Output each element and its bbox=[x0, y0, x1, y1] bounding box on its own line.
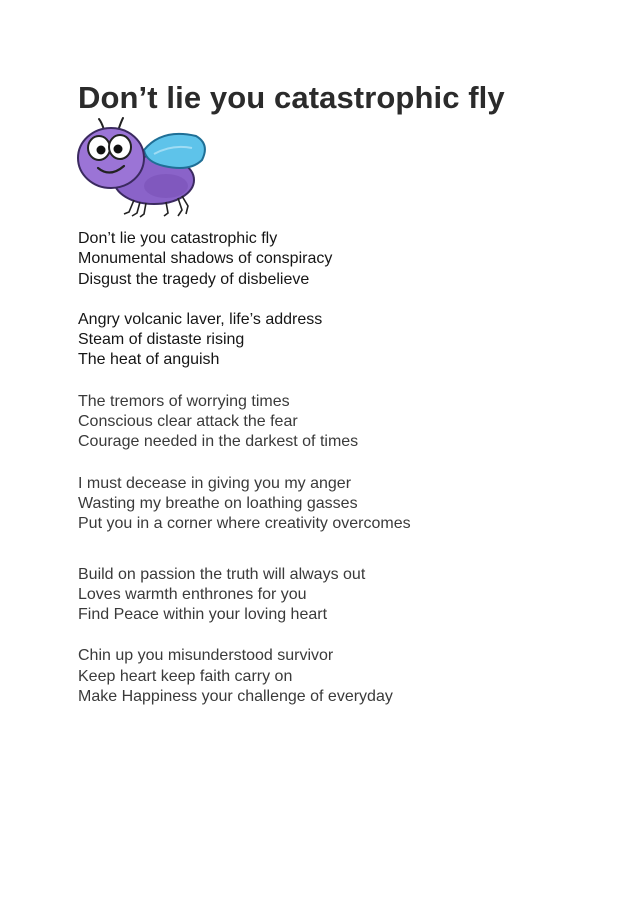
stanza-6 bbox=[78, 646, 598, 707]
poem-line: Loves warmth enthrones for you bbox=[78, 585, 307, 603]
poem-line: The heat of anguish bbox=[78, 351, 220, 369]
poem-line: Conscious clear attack the fear bbox=[78, 413, 298, 431]
poem-line: Keep heart keep faith carry on bbox=[78, 667, 293, 685]
poem-line: Make Happiness your challenge of everyday bbox=[78, 688, 393, 706]
poem-line: Build on passion the truth will always out bbox=[78, 565, 366, 583]
poem-line: Steam of distaste rising bbox=[78, 331, 245, 349]
stanza-1 bbox=[78, 229, 598, 290]
stanza-4 bbox=[78, 474, 598, 535]
cartoon-purple-fly-icon bbox=[74, 114, 214, 222]
poem-line: Don’t lie you catastrophic fly bbox=[78, 230, 278, 247]
stanza-5 bbox=[78, 565, 598, 626]
poem-line: Disgust the tragedy of disbelieve bbox=[78, 270, 310, 288]
poem-body bbox=[78, 229, 598, 707]
poem-line: Find Peace within your loving heart bbox=[78, 606, 328, 624]
poem-line: Angry volcanic laver, life’s address bbox=[78, 310, 323, 328]
poem-line: Courage needed in the darkest of times bbox=[78, 433, 359, 451]
poem-line: Wasting my breathe on loathing gasses bbox=[78, 494, 358, 512]
poem-line: Put you in a corner where creativity overcomes bbox=[78, 515, 411, 533]
stanza-3 bbox=[78, 392, 598, 453]
stanza-2 bbox=[78, 310, 598, 371]
poem-line: I must decease in giving you my anger bbox=[78, 474, 352, 492]
poem-line: The tremors of worrying times bbox=[78, 392, 290, 410]
poem-line: Chin up you misunderstood survivor bbox=[78, 647, 334, 665]
poem-title: Don’t lie you catastrophic fly bbox=[78, 80, 505, 115]
poem-line: Monumental shadows of conspiracy bbox=[78, 250, 333, 268]
